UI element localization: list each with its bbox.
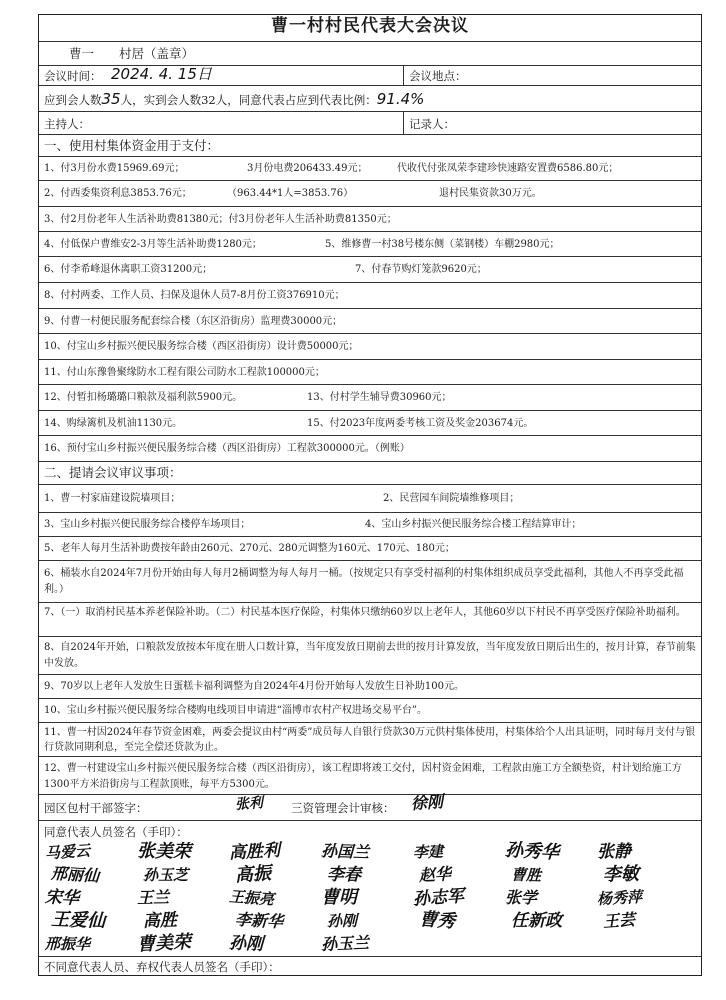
representative-signature: 王芸 bbox=[602, 909, 636, 932]
resolution-form bbox=[38, 14, 702, 976]
s1-item-10: 10、付宝山乡村振兴便民服务综合楼（西区沿街房）设计费50000元； bbox=[44, 341, 359, 352]
s2-item-8: 8、自2024年开始，口粮款发放按本年度在册人口数计算，当年度发放日期前去世的按月计算发放，当年度发放日期后出生的，按月计算，春节前集中发放。 bbox=[44, 642, 696, 669]
representative-signature: 孙秀华 bbox=[504, 839, 560, 864]
document-title: 曹一村村民代表大会决议 bbox=[271, 16, 469, 36]
signature-area bbox=[39, 839, 701, 957]
s2-row-7 bbox=[39, 675, 701, 699]
s2-item-4: 4、宝山乡村振兴便民服务综合楼工程结算审计； bbox=[365, 519, 582, 530]
representative-signature: 邢丽仙 bbox=[50, 863, 100, 886]
representative-signature: 宋华 bbox=[44, 887, 80, 909]
s1-row-3 bbox=[39, 207, 701, 232]
representative-signature: 张静 bbox=[596, 841, 632, 863]
s1-row-9 bbox=[39, 360, 701, 385]
s2-row-6 bbox=[39, 637, 701, 675]
attendance-prefix: 应到会人数 bbox=[44, 93, 102, 107]
representative-signature: 王振亮 bbox=[228, 887, 275, 909]
s1-item-11: 11、付山东豫鲁聚缘防水工程有限公司防水工程款100000元； bbox=[44, 367, 325, 378]
s1-item-2c: 退村民集资款30万元。 bbox=[439, 188, 542, 199]
host-label: 主持人： bbox=[44, 117, 90, 131]
meeting-place-label: 会议地点： bbox=[409, 69, 467, 83]
village-name: 曹一 村居（盖章） bbox=[69, 46, 195, 61]
s1-row-2 bbox=[39, 181, 701, 207]
s2-item-9: 9、70岁以上老年人发放生日蛋糕卡福利调整为自2024年4月份开始每人发放生日补助100元。 bbox=[44, 681, 464, 692]
agree-ratio: 91.4% bbox=[376, 90, 425, 108]
s2-row-4 bbox=[39, 561, 701, 603]
representative-signature: 张学 bbox=[504, 887, 538, 908]
expected-count: 35 bbox=[101, 90, 121, 108]
representative-signature: 孙玉芝 bbox=[143, 866, 189, 884]
s2-item-12: 12、曹一村建设宝山乡村振兴便民服务综合楼（西区沿街房），该工程即将竣工交付，因村资金困难，工程款由施工方全额垫资，村计划给施工方1300平方米沿街房与工程款顶账，每平方5300元。 bbox=[44, 763, 682, 790]
representative-signature: 李新华 bbox=[234, 909, 284, 932]
representative-signature: 任新政 bbox=[511, 911, 562, 931]
attendance-row bbox=[39, 86, 701, 112]
meeting-time-label: 会议时间： bbox=[44, 69, 102, 83]
representative-signature: 马爱云 bbox=[44, 841, 91, 863]
representative-signature: 李春 bbox=[326, 864, 362, 886]
s1-item-8: 8、付村两委、工作人员、扫保及退休人员7-8月份工资376910元； bbox=[44, 290, 345, 301]
s1-row-7 bbox=[39, 309, 701, 334]
representative-signature: 张美荣 bbox=[136, 840, 192, 863]
s1-item-2: 2、付西委集资利息3853.76元； bbox=[44, 188, 192, 199]
representative-signature: 曹胜 bbox=[510, 865, 542, 885]
s1-item-14: 14、购绿篱机及机油1130元。 bbox=[44, 418, 183, 429]
s1-item-1: 1、付3月份水费15969.69元； bbox=[44, 163, 185, 174]
s1-item-1c: 代收代付张凤荣李建珍快速路安置费6586.80元； bbox=[397, 163, 619, 174]
s1-row-11 bbox=[39, 411, 701, 436]
s1-row-12 bbox=[39, 436, 701, 462]
s1-row-6 bbox=[39, 283, 701, 309]
s1-item-1b: 3月份电费206433.49元； bbox=[247, 163, 368, 174]
recorder-label: 记录人： bbox=[409, 117, 455, 131]
attendance-mid: 人，实到会人数32人，同意代表占应到代表比例： bbox=[120, 93, 377, 107]
representative-signature: 曹美荣 bbox=[136, 931, 192, 956]
section1-heading-row bbox=[39, 135, 701, 157]
s1-row-8 bbox=[39, 334, 701, 360]
representative-signature: 曹秀 bbox=[418, 908, 456, 933]
s2-item-1: 1、曹一村家庙建设院墙项目； bbox=[44, 493, 181, 504]
s1-item-5: 5、维修曹一村38号楼东侧（菜钢楼）车棚2980元； bbox=[325, 239, 560, 250]
meeting-time-value: 2024. 4. 15日 bbox=[111, 65, 212, 83]
representative-signature: 王爱仙 bbox=[50, 909, 106, 932]
s2-row-8 bbox=[39, 699, 701, 723]
representative-signature: 孙志军 bbox=[412, 886, 465, 910]
village-row bbox=[39, 42, 701, 66]
s1-item-3: 3、付2月份老年人生活补助费81380元；付3月份老年人生活补助费81350元； bbox=[44, 214, 397, 225]
section1-heading: 一、使用村集体资金用于支付： bbox=[44, 138, 220, 153]
s2-row-1 bbox=[39, 485, 701, 513]
agree-label: 同意代表人员签名（手印）： bbox=[44, 825, 188, 839]
s1-item-6: 6、付李希峰退休离职工资31200元； bbox=[44, 264, 213, 275]
representative-signature: 曹明 bbox=[321, 887, 357, 908]
s2-row-9 bbox=[39, 723, 701, 757]
s1-item-13: 13、付村学生辅导费30960元； bbox=[307, 392, 452, 403]
s2-item-2: 2、民营园车间院墙维修项目； bbox=[383, 493, 520, 504]
s1-item-9: 9、付曹一村便民服务配套综合楼（东区沿街房）监理费30000元； bbox=[44, 316, 343, 327]
s1-item-15: 15、付2023年度两委考核工资及奖金203674元。 bbox=[307, 418, 534, 429]
title-row bbox=[39, 15, 701, 42]
representative-signature: 李建 bbox=[412, 842, 444, 862]
s1-row-4 bbox=[39, 232, 701, 257]
section2-heading-row bbox=[39, 462, 701, 485]
s1-item-16: 16、预付宝山乡村振兴便民服务综合楼（西区沿街房）工程款300000元。（例账） bbox=[44, 443, 410, 454]
s2-item-10: 10、宝山乡村振兴便民服务综合楼购电线项目申请进“淄博市农村产权进场交易平台”。 bbox=[44, 705, 427, 716]
meeting-time-row bbox=[39, 66, 701, 86]
representative-signature: 高胜利 bbox=[228, 840, 281, 864]
s1-item-2b: （963.44*1人=3853.76） bbox=[227, 188, 354, 199]
s1-row-1 bbox=[39, 157, 701, 181]
representative-signature: 邢振华 bbox=[44, 934, 91, 954]
host-row bbox=[39, 112, 701, 135]
representative-signature: 李敏 bbox=[602, 863, 640, 886]
section2-heading: 二、提请会议审议事项： bbox=[44, 465, 182, 480]
cadre-signature: 张利 bbox=[234, 795, 264, 813]
s1-row-5 bbox=[39, 257, 701, 283]
s2-row-3 bbox=[39, 537, 701, 561]
s1-item-4: 4、付低保户曹维安2-3月等生活补助费1280元； bbox=[44, 239, 262, 250]
s2-item-11: 11、曹一村因2024年春节资金困难，两委会提议由村“两委”成员每人自银行贷款30万元供村集体使用，村集体给个人出具证明，同时每月支付与银行贷款同期利息，至完全偿还贷款为止。 bbox=[44, 727, 696, 753]
s1-row-10 bbox=[39, 385, 701, 411]
cadre-row bbox=[39, 791, 701, 821]
cadre-label: 园区包村干部签字： bbox=[44, 801, 148, 815]
disagree-label: 不同意代表人员、弃权代表人员签名（手印）： bbox=[44, 960, 280, 974]
disagree-row bbox=[39, 957, 701, 977]
audit-label: 三资管理会计审核： bbox=[291, 801, 395, 815]
s1-item-12: 12、付暂扣杨璐璐口粮款及福利款5900元。 bbox=[44, 392, 243, 403]
s2-item-7: 7、（一）取消村民基本养老保险补助。（二）村民基本医疗保险，村集体只缴纳60岁以上老年人，其他60岁以下村民不再享受医疗保险补助福利。 bbox=[44, 607, 686, 618]
s2-row-2 bbox=[39, 513, 701, 537]
representative-signature: 孙刚 bbox=[326, 911, 358, 931]
representative-signature: 赵华 bbox=[418, 864, 452, 885]
s2-item-6: 6、桶装水自2024年7月份开始由每人每月2桶调整为每人每月一桶。（按规定只有享受村福利的村集体组织成员享受此福利，其他人不再享受此福利。） bbox=[44, 568, 684, 595]
representative-signature: 高振 bbox=[234, 862, 272, 887]
audit-signature: 徐刚 bbox=[410, 791, 444, 814]
representative-signature: 杨秀萍 bbox=[596, 887, 643, 909]
representative-signature: 孙国兰 bbox=[320, 841, 370, 862]
representative-signature: 孙刚 bbox=[228, 933, 264, 955]
representative-signature: 高胜 bbox=[142, 910, 178, 932]
representative-signature: 孙玉兰 bbox=[320, 933, 370, 954]
s2-item-5: 5、老年人每月生活补助费按年龄由260元、270元、280元调整为160元、170元、180元； bbox=[44, 543, 455, 554]
representative-signature: 王兰 bbox=[136, 887, 170, 908]
s2-item-3: 3、宝山乡村振兴便民服务综合楼停车场项目； bbox=[44, 519, 251, 530]
s2-row-5 bbox=[39, 603, 701, 637]
attendance-text bbox=[44, 92, 697, 107]
s1-item-7: 7、付春节购灯笼款9620元； bbox=[355, 264, 487, 275]
s2-row-10 bbox=[39, 757, 701, 795]
